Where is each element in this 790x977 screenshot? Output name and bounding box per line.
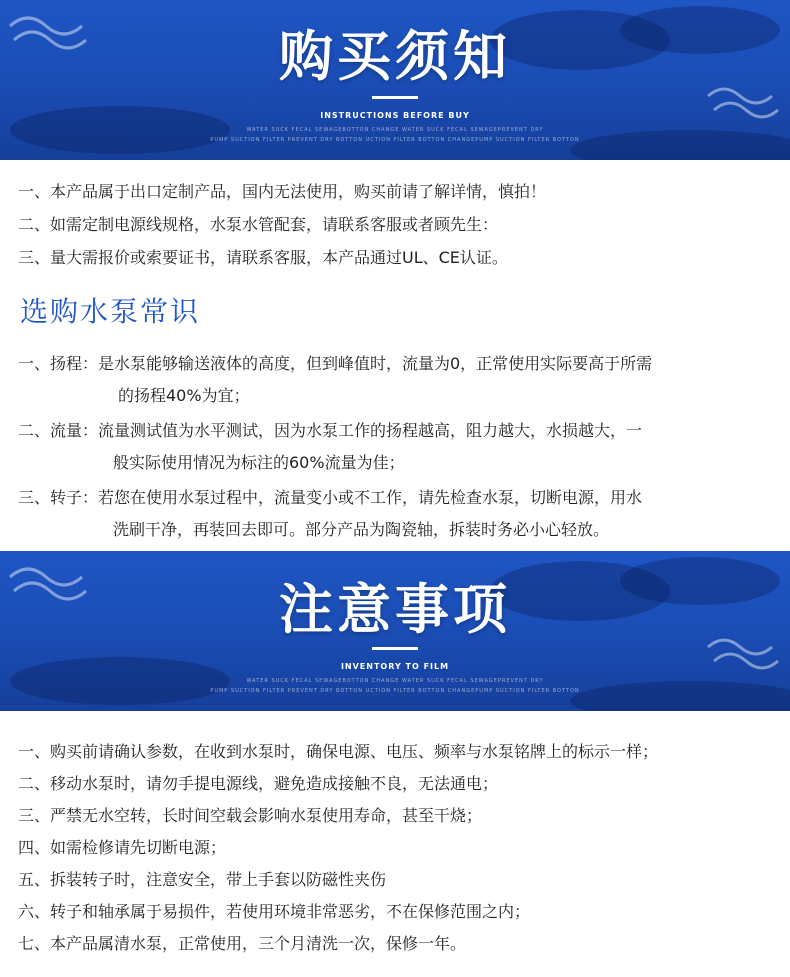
precaution-item: 五、拆装转子时，注意安全，带上手套以防磁性夹伤 [18, 870, 387, 889]
knowledge-item-continuation: 的扬程40%为宜； [118, 386, 250, 405]
divider [372, 647, 418, 650]
banner-small-text: PUMP SUCTION FILTER PREVENT DRY BOTTON UCTION FILTER BOTTON CHANGEPUMP SUCTION FILTER BOTTON [210, 137, 580, 143]
notice-item: 二、如需定制电源线规格，水泵水管配套，请联系客服或者顾先生： [18, 215, 499, 234]
knowledge-item-continuation: 般实际使用情况为标注的60%流量为佳； [113, 453, 405, 472]
knowledge-item: 一、扬程：是水泵能够输送液体的高度，但到峰值时，流量为0，正常使用实际要高于所需 [18, 354, 653, 373]
knowledge-item-continuation: 洗刷干净，再装回去即可。部分产品为陶瓷轴，拆装时务必小心轻放。 [113, 520, 610, 539]
section-heading: 选购水泵常识 [20, 295, 201, 328]
banner-subtitle: INSTRUCTIONS BEFORE BUY [320, 111, 470, 120]
precaution-item: 二、移动水泵时，请勿手提电源线，避免造成接触不良，无法通电； [18, 774, 499, 793]
header-banner-precautions [0, 551, 790, 711]
banner-title: 注意事项 [279, 578, 511, 641]
banner-small-text: WATER SUCK FECAL SEWAGEBOTTON CHANGE WATER SUCK FECAL SEWAGEPREVENT DRY [246, 678, 544, 684]
banner-title: 购买须知 [279, 25, 511, 88]
banner-subtitle: INVENTORY TO FILM [340, 662, 450, 671]
precaution-item: 六、转子和轴承属于易损件，若使用环境非常恶劣，不在保修范围之内； [18, 902, 531, 921]
notice-item: 三、量大需报价或索要证书，请联系客服，本产品通过UL、CE认证。 [18, 248, 508, 267]
header-banner-purchase-notice [0, 0, 790, 160]
precaution-item: 四、如需检修请先切断电源； [18, 838, 227, 857]
precaution-item: 一、购买前请确认参数，在收到水泵时，确保电源、电压、频率与水泵铭牌上的标示一样； [18, 742, 659, 761]
notice-item: 一、本产品属于出口定制产品，国内无法使用，购买前请了解详情，慎拍！ [18, 182, 547, 201]
precaution-item: 三、严禁无水空转，长时间空载会影响水泵使用寿命，甚至干烧； [18, 806, 483, 825]
banner-small-text: WATER SUCK FECAL SEWAGEBOTTON CHANGE WATER SUCK FECAL SEWAGEPREVENT DRY [246, 127, 544, 133]
precaution-item: 七、本产品属清水泵，正常使用，三个月清洗一次，保修一年。 [18, 934, 467, 953]
divider [372, 96, 418, 99]
knowledge-item: 三、转子：若您在使用水泵过程中，流量变小或不工作，请先检查水泵，切断电源，用水 [18, 488, 643, 507]
knowledge-item: 二、流量：流量测试值为水平测试，因为水泵工作的扬程越高，阻力越大，水损越大，一 [18, 421, 643, 440]
banner-small-text: PUMP SUCTION FILTER PREVENT DRY BOTTON UCTION FILTER BOTTON CHANGEPUMP SUCTION FILTER BOTTON [210, 688, 580, 694]
